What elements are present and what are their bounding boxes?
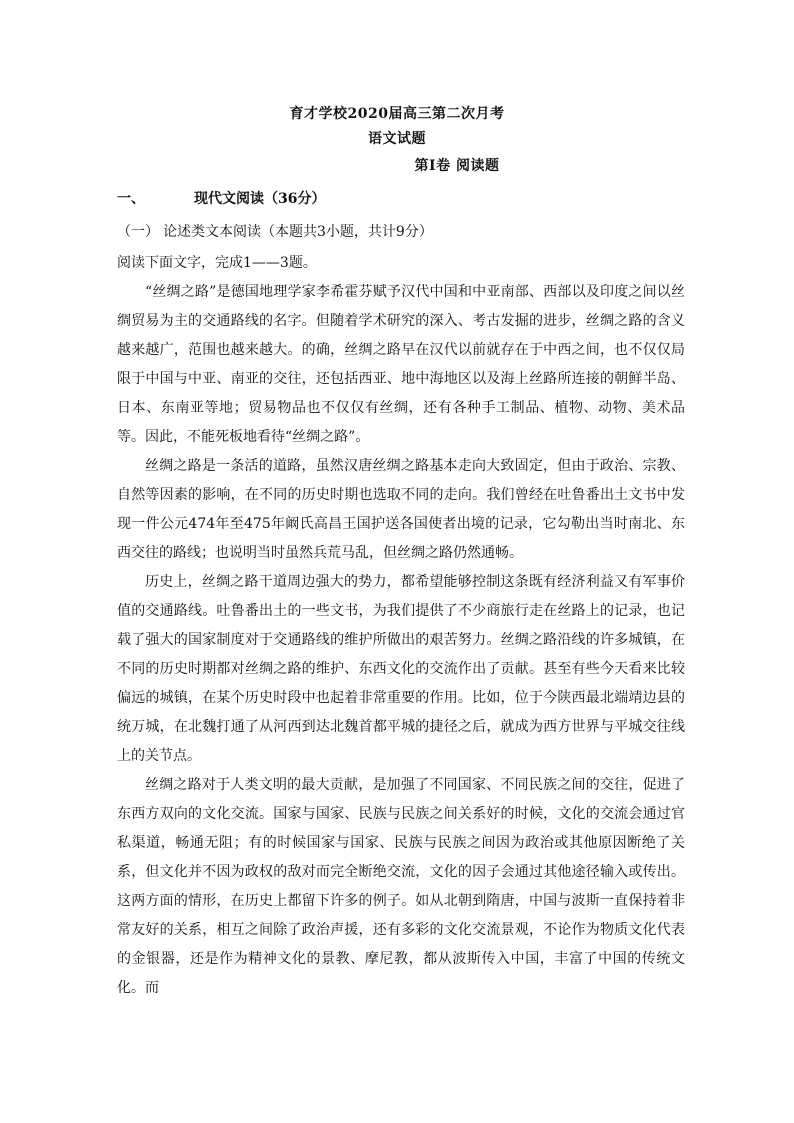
paragraph: 丝绸之路是一条活的道路，虽然汉唐丝绸之路基本走向大致固定，但由于政治、宗教、自然等因素的影响，在不同的历史时期也选取不同的走向。我们曾经在吐鲁番出土文书中发现一件公元474年至475年阚氏高昌王国护送各国使者出境的记录，它勾勒出当时南北、东西交往的路线；也说明当时虽然兵荒马乱，但丝绸之路仍然通畅。 (117, 458, 685, 561)
section-title: 现代文阅读（36分） (194, 191, 326, 207)
paragraph: 历史上，丝绸之路干道周边强大的势力，都希望能够控制这条既有经济利益又有军事价值的交通路线。吐鲁番出土的一些文书，为我们提供了不少商旅行走在丝路上的记录，也记载了强大的国家制度对于交通路线的维护所做出的艰苦努力。丝绸之路沿线的许多城镇，在不同的历史时期都对丝绸之路的维护、东西文化的交流作出了贡献。甚至有些今天看来比较偏远的城镇，在某个历史时段中也起着非常重要的作用。比如，位于今陕西最北端靖边县的统万城，在北魏打通了从河西到达北魏首都平城的捷径之后，就成为西方世界与平城交往线上的关节点。 (117, 574, 685, 764)
paragraph: 丝绸之路对于人类文明的最大贡献，是加强了不同国家、不同民族之间的交往，促进了东西方双向的文化交流。国家与国家、民族与民族之间关系好的时候，文化的交流会通过官私渠道，畅通无阻；有的时候国家与国家、民族与民族之间因为政治或其他原因断绝了关系，但文化并不因为政权的敌对而完全断绝交流，文化的因子会通过其他途径输入或传出。这两方面的情形，在历史上都留下许多的例子。如从北朝到隋唐，中国与波斯一直保持着非常友好的关系，相互之间除了政治声援，还有多彩的文化交流景观，不论作为物质文化代表的金银器，还是作为精神文化的景教、摩尼教，都从波斯传入中国，丰富了中国的传统文化。而 (117, 777, 685, 996)
section-heading (117, 188, 325, 208)
section-number: 一、 (117, 191, 145, 207)
subsection-number: （一） (117, 224, 159, 240)
subsection-heading (117, 221, 433, 241)
paragraph: “丝绸之路”是德国地理学家李希霍芬赋予汉代中国和中亚南部、西部以及印度之间以丝绸贸易为主的交通路线的名字。但随着学术研究的深入、考古发掘的进步，丝绸之路的含义越来越广，范围也越来越大。的确，丝绸之路早在汉代以前就存在于中西之间，也不仅仅局限于中国与中亚、南亚的交往，还包括西亚、地中海地区以及海上丝路所连接的朝鲜半岛、日本、东南亚等地；贸易物品也不仅仅有丝绸，还有各种手工制品、植物、动物、美术品等。因此，不能死板地看待“丝绸之路”。 (117, 284, 685, 445)
volume-title: 第Ⅰ卷 阅读题 (414, 158, 500, 174)
exam-title: 育才学校2020届高三第二次月考 (289, 106, 505, 122)
reading-instruction: 阅读下面文字，完成1——3题。 (117, 255, 317, 271)
passage-body (117, 278, 685, 1003)
subject-title: 语文试题 (368, 131, 426, 147)
subsection-title: 论述类文本阅读（本题共3小题，共计9分） (163, 224, 433, 240)
